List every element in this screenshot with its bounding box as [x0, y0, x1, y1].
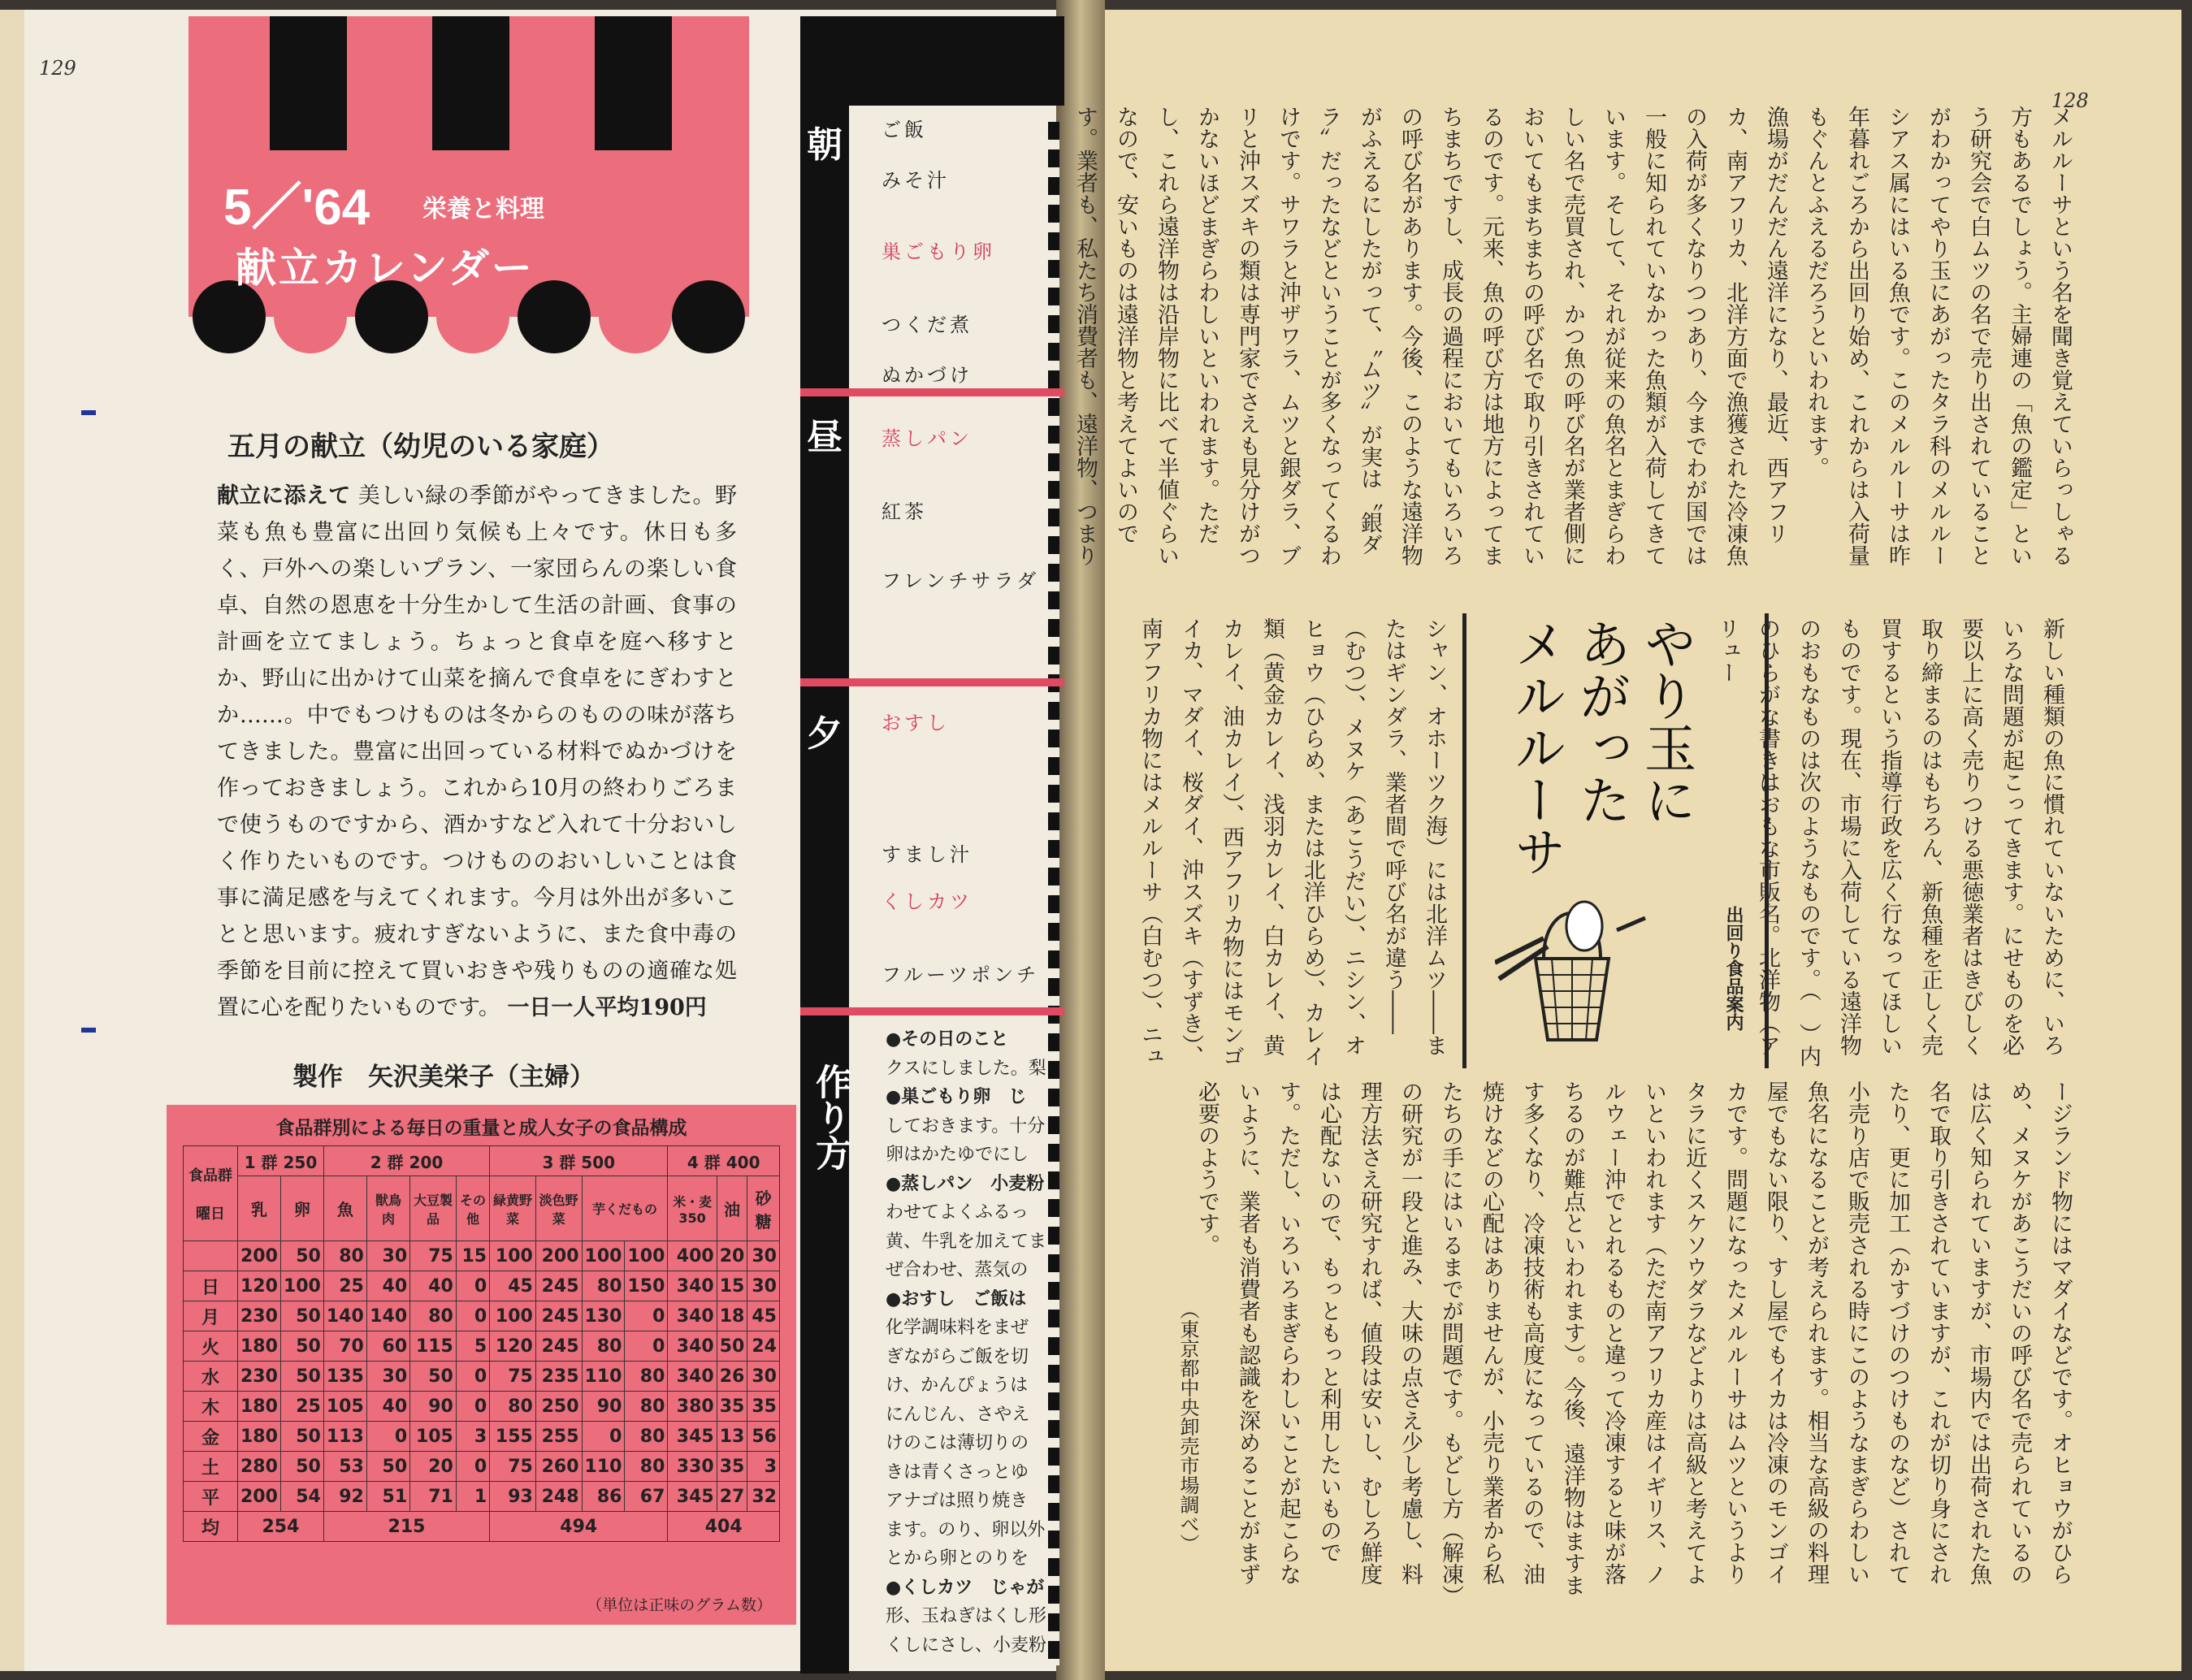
- table-cell: 130: [582, 1301, 625, 1331]
- menu-item: ご飯: [882, 119, 927, 141]
- table-day: 金: [184, 1422, 238, 1452]
- table-cell: 340: [668, 1362, 717, 1392]
- table-cell: 0: [456, 1271, 489, 1301]
- table-cell: [184, 1241, 238, 1271]
- howto-line: けのこは薄切りの: [886, 1433, 1029, 1453]
- page-number-left: 129: [39, 57, 76, 80]
- table-cell: 200: [238, 1241, 281, 1271]
- table-cell: 235: [535, 1362, 582, 1392]
- menu-item: すまし汁: [882, 843, 973, 866]
- table-cell: 50: [410, 1362, 457, 1392]
- article-body: [217, 478, 737, 1026]
- table-cell: 110: [582, 1452, 625, 1482]
- table-standard-row: [184, 1241, 780, 1271]
- food-table-panel: [167, 1105, 796, 1625]
- table-cell: 200: [535, 1241, 582, 1271]
- table-subhead: 卵: [280, 1176, 323, 1241]
- table-cell: 280: [238, 1452, 281, 1482]
- table-cell: 40: [366, 1392, 409, 1422]
- howto-line: ぜ合わせ、蒸気の: [886, 1260, 1029, 1280]
- table-cell: 0: [625, 1301, 668, 1331]
- howto-line: ます。のり、卵以外: [886, 1519, 1046, 1540]
- table-cell: 255: [535, 1422, 582, 1452]
- feature-title-line: あがった: [1570, 617, 1631, 825]
- article-credit: 製作 矢沢美栄子（主婦）: [292, 1063, 595, 1092]
- table-cell: 50: [280, 1301, 323, 1331]
- menu-item: 蒸しパン: [882, 427, 973, 450]
- table-cell: 3: [747, 1452, 780, 1482]
- table-subhead: 乳: [238, 1176, 281, 1241]
- meal-label-column: [800, 16, 849, 1674]
- table-subhead: 米・麦350: [668, 1176, 717, 1241]
- table-cell: 30: [747, 1362, 780, 1392]
- average-cost: 一日一人平均190円: [507, 995, 707, 1020]
- table-cell: 50: [280, 1452, 323, 1482]
- table-group-4: 4 群 400: [668, 1146, 780, 1176]
- article-bottom-block: ージランド物にはマダイなどです。オヒョウがひらめ、メヌケがあこうだいの呼び名で売られているのは広く知られていますが、市場内では出荷された魚名で取り引きされていますが、これが切り身にされたり、更に加工（かすづけのつけものなど）されて小売り店で販売される時にこのようなまぎらわしい魚名になることが考えられます。相当な高級の料理屋でもない限り、すし屋でもイカは冷凍のモンゴイカです。問題になったメルルーサはムツというよりタラに近くスケソウダラなどよりは高級と考えてよいといわれます（ただ南アフリカ産はイギリス、ノルウェー沖でとれるものと違って冷凍すると味が落ちるのが難点といわれます）。今後、遠洋物はますます多くなり、冷凍技術も高度になっているので、油焼けなどの心配はありませんが、小売り業者から私たちの手にはいるまでが問題です。もどし方（解凍）の研究が一段と進み、大味の点さえ少し考慮し、料理方法さえ研究すれば、値段は安いし、むしろ鮮度は心配ないので、もっともっと利用したいものです。ただし、いろいろまぎらわしいことが起こらないように、業者も消費者も認識を深めることがまず必要のようです。: [1194, 1080, 2073, 1596]
- table-cell: 100: [490, 1301, 536, 1331]
- table-cell: 0: [625, 1331, 668, 1362]
- table-cell: 80: [582, 1271, 625, 1301]
- table-cell: 71: [410, 1482, 457, 1512]
- table-cell: 230: [238, 1301, 281, 1331]
- section-label: 出回り食品案内: [1723, 906, 1744, 1031]
- table-cell: 80: [323, 1241, 366, 1271]
- table-cell: 345: [668, 1482, 717, 1512]
- table-cell: 40: [366, 1271, 409, 1301]
- howto-line: わせてよくふるっ: [886, 1202, 1029, 1223]
- table-note: （単位は正味のグラム数）: [587, 1596, 772, 1614]
- table-cell: 3: [456, 1422, 489, 1452]
- article-mid-right: 新しい種類の魚に慣れていないために、いろいろな問題が起こってきます。にせものを必要以上に高く売りつける悪徳業者はきびしく取り締まるのはもちろん、新魚種を正しく売買するという指導行政を広く行なってほしいものです。現在、市場に入荷している遠洋物のおもなものは次のようなものです。（ ）内のひらがな書きはおもな市販名。北洋物（アリュー: [1714, 617, 2064, 1067]
- dinner-label: 夕: [807, 713, 843, 755]
- howto-line: け、かんぴょうは: [886, 1375, 1029, 1396]
- table-cell: 113: [323, 1422, 366, 1452]
- table-row: [184, 1362, 780, 1392]
- table-cell: 245: [535, 1301, 582, 1331]
- howto-line: くしにさし、小麦粉: [886, 1635, 1047, 1656]
- howto-line: にんじん、さやえ: [886, 1404, 1030, 1425]
- table-cell: 75: [490, 1452, 536, 1482]
- howto-line: 化学調味料をまぜ: [886, 1318, 1029, 1338]
- table-cell: 230: [238, 1362, 281, 1392]
- feature-title-line: メルルーサ: [1505, 617, 1566, 877]
- table-cell: 340: [668, 1271, 717, 1301]
- table-cell: 140: [366, 1301, 409, 1331]
- article-credit-right: （東京都中央卸売市場調べ）: [1176, 1300, 1199, 1553]
- breakfast-label: 朝: [807, 124, 843, 166]
- howto-line: ●その日のこと: [886, 1029, 1009, 1050]
- group-total: 404: [668, 1512, 780, 1542]
- table-cell: 80: [625, 1392, 668, 1422]
- table-cell: 260: [535, 1452, 582, 1482]
- basket-illustration: [1495, 881, 1649, 1052]
- margin-mark: [81, 410, 96, 415]
- table-corner-top: 食品群: [188, 1167, 232, 1184]
- menu-item: くしカツ: [882, 890, 973, 913]
- table-row: [184, 1482, 780, 1512]
- table-subhead: 緑黄野菜: [490, 1176, 536, 1241]
- table-cell: 86: [582, 1482, 625, 1512]
- howto-line: クスにしました。梨: [886, 1058, 1046, 1079]
- table-cell: 50: [280, 1422, 323, 1452]
- table-cell: 330: [668, 1452, 717, 1482]
- table-day: 日: [184, 1271, 238, 1301]
- table-cell: 345: [668, 1422, 717, 1452]
- table-cell: 50: [366, 1452, 409, 1482]
- calendar-title: 献立カレンダー: [236, 245, 535, 292]
- lunch-label: 昼: [807, 417, 843, 458]
- table-cell: 250: [535, 1392, 582, 1422]
- table-day: 水: [184, 1362, 238, 1392]
- table-subhead: 魚: [323, 1176, 366, 1241]
- howto-line: 形、玉ねぎはくし形: [886, 1606, 1047, 1626]
- table-cell: 105: [410, 1422, 457, 1452]
- table-cell: 340: [668, 1331, 717, 1362]
- table-subhead: 砂糖: [747, 1176, 780, 1241]
- table-cell: 80: [582, 1331, 625, 1362]
- table-cell: 180: [238, 1331, 281, 1362]
- group-total: 494: [490, 1512, 668, 1542]
- table-subhead-row: [184, 1176, 780, 1241]
- table-cell: 93: [490, 1482, 536, 1512]
- howto-line: 黄、牛乳を加えてま: [886, 1231, 1047, 1252]
- table-cell: 70: [323, 1331, 366, 1362]
- table-cell: 40: [410, 1271, 457, 1301]
- table-cell: 1: [456, 1482, 489, 1512]
- table-row: [184, 1422, 780, 1452]
- howto-line: きは青くさっとゆ: [886, 1461, 1029, 1483]
- table-cell: 105: [323, 1392, 366, 1422]
- table-cell: 400: [668, 1241, 717, 1271]
- text-col: メルルーサという名を聞き覚えていらっしゃる方もあるでしょう。主婦連の「魚の鑑定」という研究会で白ムツの名で売り出されていることがわかってやり玉にあがったタラ科のメルルーシアス属にはいる魚です。このメルルーサは昨年暮れごろから出回り始め、これからは入荷量もぐんとふえるだろうといわれます。: [1804, 106, 2073, 566]
- table-corner-bottom: 曜日: [196, 1205, 225, 1223]
- table-cell: 30: [747, 1271, 780, 1301]
- group-total: 254: [238, 1512, 324, 1542]
- table-cell: 248: [535, 1482, 582, 1512]
- table-cell: 32: [747, 1482, 780, 1512]
- table-cell: 30: [366, 1362, 409, 1392]
- howto-list: [886, 1025, 1060, 1659]
- table-cell: 54: [280, 1482, 323, 1512]
- table-cell: 120: [238, 1271, 281, 1301]
- table-row: [184, 1331, 780, 1362]
- article-lead: 献立に添えて: [217, 483, 351, 509]
- howto-line: ぎながらご飯を切: [886, 1346, 1029, 1367]
- table-cell: 0: [366, 1422, 409, 1452]
- table-cell: 100: [280, 1271, 323, 1301]
- table-row: [184, 1301, 780, 1331]
- table-cell: 67: [625, 1482, 668, 1512]
- table-cell: 25: [280, 1392, 323, 1422]
- group-total: 215: [323, 1512, 489, 1542]
- table-day: 土: [184, 1452, 238, 1482]
- table-cell: 140: [323, 1301, 366, 1331]
- title-rule-left: [1462, 613, 1466, 1068]
- howto-line: 卵はかたゆでにし: [886, 1145, 1029, 1165]
- table-cell: 110: [582, 1362, 625, 1392]
- table-subhead: その他: [456, 1176, 489, 1241]
- table-cell: 80: [625, 1362, 668, 1392]
- table-cell: 120: [490, 1331, 536, 1362]
- table-cell: 45: [490, 1271, 536, 1301]
- table-cell: 27: [717, 1482, 747, 1512]
- table-cell: 150: [625, 1271, 668, 1301]
- table-day: 平: [184, 1482, 238, 1512]
- table-day: 火: [184, 1331, 238, 1362]
- table-cell: 35: [717, 1452, 747, 1482]
- table-cell: 15: [456, 1241, 489, 1271]
- howto-label: 作り方: [809, 1063, 851, 1171]
- table-cell: 5: [456, 1331, 489, 1362]
- table-group-3: 3 群 500: [490, 1146, 668, 1176]
- text-col: 漁場がだんだん遠洋になり、最近、西アフリカ、南アフリカ、北洋方面で漁獲された冷凍魚の入荷が多くなりつつあり、今までわが国では一般に知られていなかった魚類が入荷してきています。そして、それが従来の魚名とまぎらわしい名で売買され、かつ魚の呼び名が業者側においてもまちまちの呼び名で取り引きされているのです。元来、魚の呼び方は地方によってまちまちですし、成長の過程においてもいろいろの呼び名があります。今後、このような遠洋物がふえるにしたがって、〝ムツ〟が実は〝銀ダラ〟だったなどということが多くなってくるわけです。サワラと沖ザワラ、ムツと銀ダラ、ブリと沖スズキの類は専門家でさえも見分けがつかないほどまぎらわしいといわれます。ただし、これら遠洋物は沿岸物に比べて半値ぐらいなので、安いものは遠洋物と考えてよいのです。業者も、私たち消費者も、遠洋物、つまり: [1072, 106, 1788, 566]
- table-subhead: 大豆製品: [410, 1176, 457, 1241]
- feature-title-line: やり玉に: [1635, 617, 1696, 825]
- howto-line: とから卵とのりを: [886, 1548, 1029, 1569]
- table-cell: 13: [717, 1422, 747, 1452]
- howto-line: ●巣ごもり卵 じ: [886, 1087, 1027, 1107]
- table-cell: 18: [717, 1301, 747, 1331]
- table-cell: 60: [366, 1331, 409, 1362]
- table-subhead: 油: [717, 1176, 747, 1241]
- table-group-row: [184, 1146, 780, 1176]
- table-cell: 75: [490, 1362, 536, 1392]
- howto-line: ●おすし ご飯は: [886, 1288, 1027, 1310]
- table-cell: 50: [280, 1331, 323, 1362]
- table-cell: 15: [717, 1271, 747, 1301]
- table-cell: 90: [410, 1392, 457, 1422]
- table-cell: 25: [323, 1271, 366, 1301]
- table-subhead: 芋くだもの: [582, 1176, 668, 1241]
- table-cell: 100: [582, 1241, 625, 1271]
- table-cell: 53: [323, 1452, 366, 1482]
- table-cell: 0: [456, 1392, 489, 1422]
- table-cell: 380: [668, 1392, 717, 1422]
- table-cell: 115: [410, 1331, 457, 1362]
- table-cell: 45: [747, 1301, 780, 1331]
- table-cell: 90: [582, 1392, 625, 1422]
- table-cell: 0: [456, 1452, 489, 1482]
- menu-item: フレンチサラダ: [882, 569, 1040, 592]
- table-cell: 200: [238, 1482, 281, 1512]
- table-cell: 100: [490, 1241, 536, 1271]
- table-cell: 80: [625, 1422, 668, 1452]
- issue-number: 5／'64: [223, 180, 370, 236]
- table-cell: 20: [717, 1241, 747, 1271]
- table-body: [184, 1271, 780, 1512]
- table-row: [184, 1452, 780, 1482]
- table-cell: 0: [582, 1422, 625, 1452]
- table-cell: 24: [747, 1331, 780, 1362]
- table-cell: 340: [668, 1301, 717, 1331]
- table-cell: 35: [717, 1392, 747, 1422]
- table-subhead: 淡色野菜: [535, 1176, 582, 1241]
- table-cell: 50: [280, 1241, 323, 1271]
- table-cell: 92: [323, 1482, 366, 1512]
- howto-line: ●くしカツ じゃが: [886, 1577, 1045, 1598]
- table-cell: 35: [747, 1392, 780, 1422]
- table-cell: 56: [747, 1422, 780, 1452]
- howto-line: しておきます。十分: [886, 1115, 1046, 1137]
- table-cell: 80: [625, 1452, 668, 1482]
- menu-item: ぬかづけ: [882, 364, 973, 387]
- table-cell: 80: [410, 1301, 457, 1331]
- article-text: 美しい緑の季節がやってきました。野菜も魚も豊富に出回り気候も上々です。休日も多く、戸外への楽しいプラン、一家団らんの楽しい食卓、自然の恩恵を十分生かして生活の計画、食事の計画を立てましょう。ちょっと食卓を庭へ移すとか、野山に出かけて山菜を摘んで食卓をにぎわすとか……。中でもつけものは冬からのものの味が落ちてきました。豊富に出回っている材料でぬかづけを作っておきましょう。これから10月の終わりごろまで使うものですから、酒かすなど入れて十分おいしく作りたいものです。つけもののおいしいことは食事に満足感を与えてくれます。今月は外出が多いことと思います。疲れすぎないように、また食中毒の季節を目前に控えて買いおきや残りものの適確な処置に心を配りたいものです。: [217, 483, 738, 1020]
- table-row: [184, 1271, 780, 1301]
- table-day: 月: [184, 1301, 238, 1331]
- menu-item: おすし: [882, 712, 950, 734]
- table-cell: 30: [747, 1241, 780, 1271]
- table-subhead: 獣鳥肉: [366, 1176, 409, 1241]
- article-title: 五月の献立（幼児のいる家庭）: [227, 431, 614, 463]
- menu-item: みそ汁: [882, 169, 950, 192]
- table-cell: 75: [410, 1241, 457, 1271]
- table-cell: 180: [238, 1422, 281, 1452]
- table-cell: 180: [238, 1392, 281, 1422]
- menu-item: 巣ごもり卵: [882, 240, 995, 263]
- table-corner: [184, 1146, 238, 1241]
- table-cell: 245: [535, 1271, 582, 1301]
- table-avg-row: [184, 1512, 780, 1542]
- table-cell: 0: [456, 1301, 489, 1331]
- article-top-block: [1072, 106, 2080, 585]
- margin-mark: [81, 1028, 96, 1033]
- table-cell: 30: [366, 1241, 409, 1271]
- menu-item: つくだ煮: [882, 314, 973, 336]
- article-mid-left: シャン、オホーツク海）には北洋ムツ――またはギンダラ、業者間で呼び名が違う――（むつ）、メヌケ（あこうだい）、ニシン、オヒョウ（ひらめ、または北洋ひらめ）、カレイ類（黄金カレイ、浅羽カレイ、白カレイ、黄カレイ、油カレイ）、西アフリカ物にはモンゴイカ、マダイ、桜ダイ、沖スズキ（すずき）、南アフリカ物にはメルルーサ（白むつ）、ニュ: [1137, 617, 1447, 1067]
- howto-line: アナゴは照り焼き: [886, 1491, 1029, 1511]
- menu-item: 紅茶: [882, 500, 927, 523]
- table-cell: 245: [535, 1331, 582, 1362]
- table-group-2: 2 群 200: [323, 1146, 489, 1176]
- table-day: 木: [184, 1392, 238, 1422]
- table-cell: 20: [410, 1452, 457, 1482]
- table-cell: 50: [280, 1362, 323, 1392]
- table-group-1: 1 群 250: [238, 1146, 324, 1176]
- magazine-name: 栄養と料理: [422, 195, 544, 223]
- page-number-right: 128: [2051, 89, 2089, 112]
- table-cell: 155: [490, 1422, 536, 1452]
- table-cell: 51: [366, 1482, 409, 1512]
- table-day: 均: [184, 1512, 238, 1542]
- menu-item: フルーツポンチ: [882, 963, 1040, 986]
- table-cell: 135: [323, 1362, 366, 1392]
- food-composition-table: [183, 1145, 780, 1542]
- table-cell: 0: [456, 1362, 489, 1392]
- table-row: [184, 1392, 780, 1422]
- table-cell: 26: [717, 1362, 747, 1392]
- table-cell: 100: [625, 1241, 668, 1271]
- howto-line: ●蒸しパン 小麦粉: [886, 1173, 1045, 1194]
- table-title: 食品群別による毎日の重量と成人女子の食品構成: [275, 1118, 687, 1139]
- table-cell: 50: [717, 1331, 747, 1362]
- table-cell: 80: [490, 1392, 536, 1422]
